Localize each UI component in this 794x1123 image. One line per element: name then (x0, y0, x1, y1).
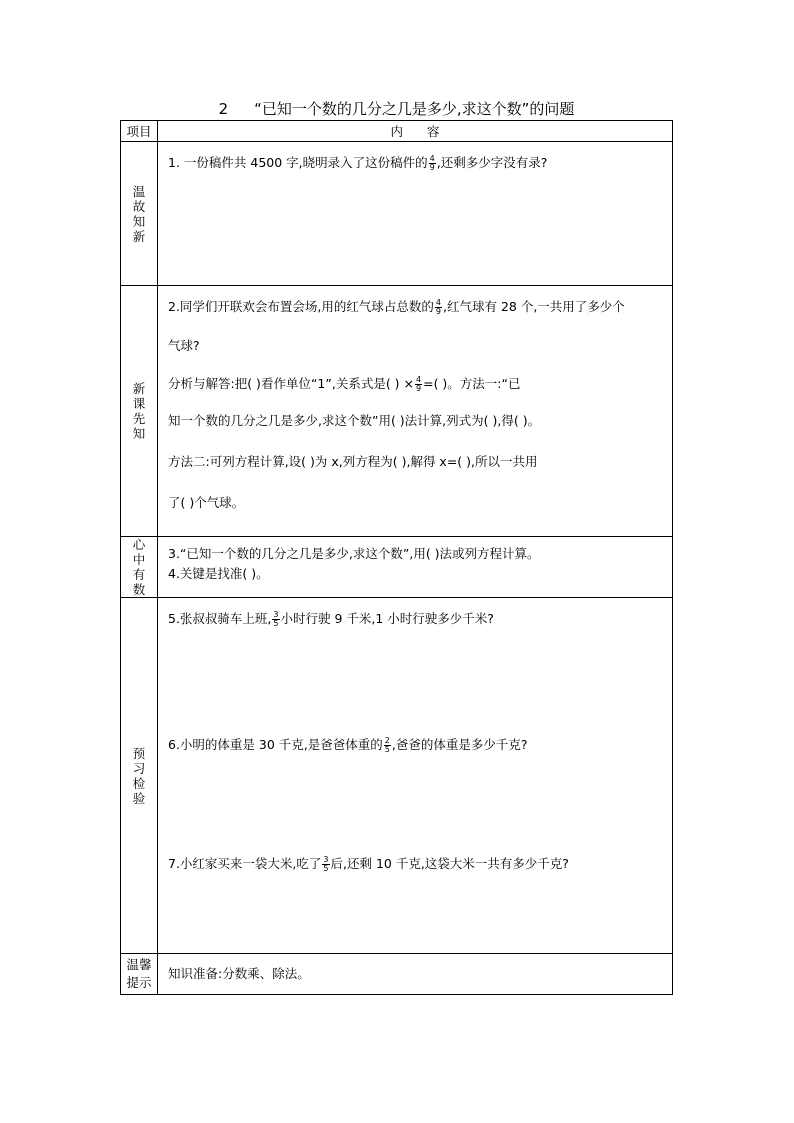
section-review (121, 142, 673, 286)
header-row (121, 121, 673, 142)
title-number: 2 (218, 100, 229, 118)
fraction: $\frac{4}{9}$ (435, 298, 441, 316)
worksheet-table (120, 120, 673, 995)
section-new-lesson-content (158, 286, 673, 537)
header-project: 项目 (121, 121, 158, 142)
section-tips-label: 温馨提示 (121, 954, 158, 995)
question-2-line-2: 气球? (168, 338, 200, 353)
point-4: 4.关键是找准( )。 (168, 566, 269, 581)
analysis-line-4: 了( )个气球。 (168, 495, 245, 510)
analysis-line-1: 分析与解答:把( )看作单位“1”,关系式是( ) × $\frac{4}{9}$ =( )。方法一:“已 (168, 375, 521, 393)
section-new-lesson-label: 新课先知 (121, 286, 158, 537)
section-preview-check-content (158, 598, 673, 954)
section-summary-label: 心中有数 (121, 537, 158, 598)
question-6: 6.小明的体重是 30 千克,是爸爸体重的 $\frac{2}{5}$ ,爸爸的体重是多少千克? (168, 736, 528, 754)
question-1: 1. 一份稿件共 4500 字,晓明录入了这份稿件的 $\frac{4}{9}$ ,还剩多少字没有录? (168, 154, 548, 172)
analysis-line-3: 方法二:可列方程计算,设( )为 x,列方程为( ),解得 x=( ),所以一共用 (168, 454, 538, 469)
section-review-label: 温故知新 (121, 142, 158, 286)
section-preview-check (121, 598, 673, 954)
question-2-line-1: 2.同学们开联欢会布置会场,用的红气球占总数的 $\frac{4}{9}$ ,红气球有 28 个,一共用了多少个 (168, 298, 625, 316)
fraction: $\frac{3}{5}$ (273, 610, 279, 628)
header-content (158, 121, 673, 142)
section-review-content (158, 142, 673, 286)
section-tips-content (158, 954, 673, 995)
question-7: 7.小红家买来一袋大米,吃了 $\frac{3}{5}$ 后,还剩 10 千克,这袋大米一共有多少千克? (168, 855, 569, 873)
fraction: $\frac{2}{5}$ (384, 736, 390, 754)
section-preview-check-label: 预习检验 (121, 598, 158, 954)
title-text: “已知一个数的几分之几是多少,求这个数”的问题 (254, 100, 575, 118)
section-new-lesson (121, 286, 673, 537)
analysis-line-2: 知一个数的几分之几是多少,求这个数”用( )法计算,列式为( ),得( )。 (168, 413, 541, 428)
fraction: $\frac{4}{9}$ (416, 375, 422, 393)
section-tips (121, 954, 673, 995)
header-content-label: 内容 (390, 124, 464, 139)
question-5: 5.张叔叔骑车上班, $\frac{3}{5}$ 小时行驶 9 千米,1 小时行驶多少千米? (168, 610, 494, 628)
fraction: $\frac{3}{5}$ (323, 855, 329, 873)
point-3: 3.“已知一个数的几分之几是多少,求这个数”,用( )法或列方程计算。 (168, 546, 540, 561)
tips-text: 知识准备:分数乘、除法。 (168, 966, 310, 981)
page-title (120, 98, 673, 120)
section-summary-content (158, 537, 673, 598)
section-summary (121, 537, 673, 598)
fraction: $\frac{4}{9}$ (429, 154, 435, 172)
